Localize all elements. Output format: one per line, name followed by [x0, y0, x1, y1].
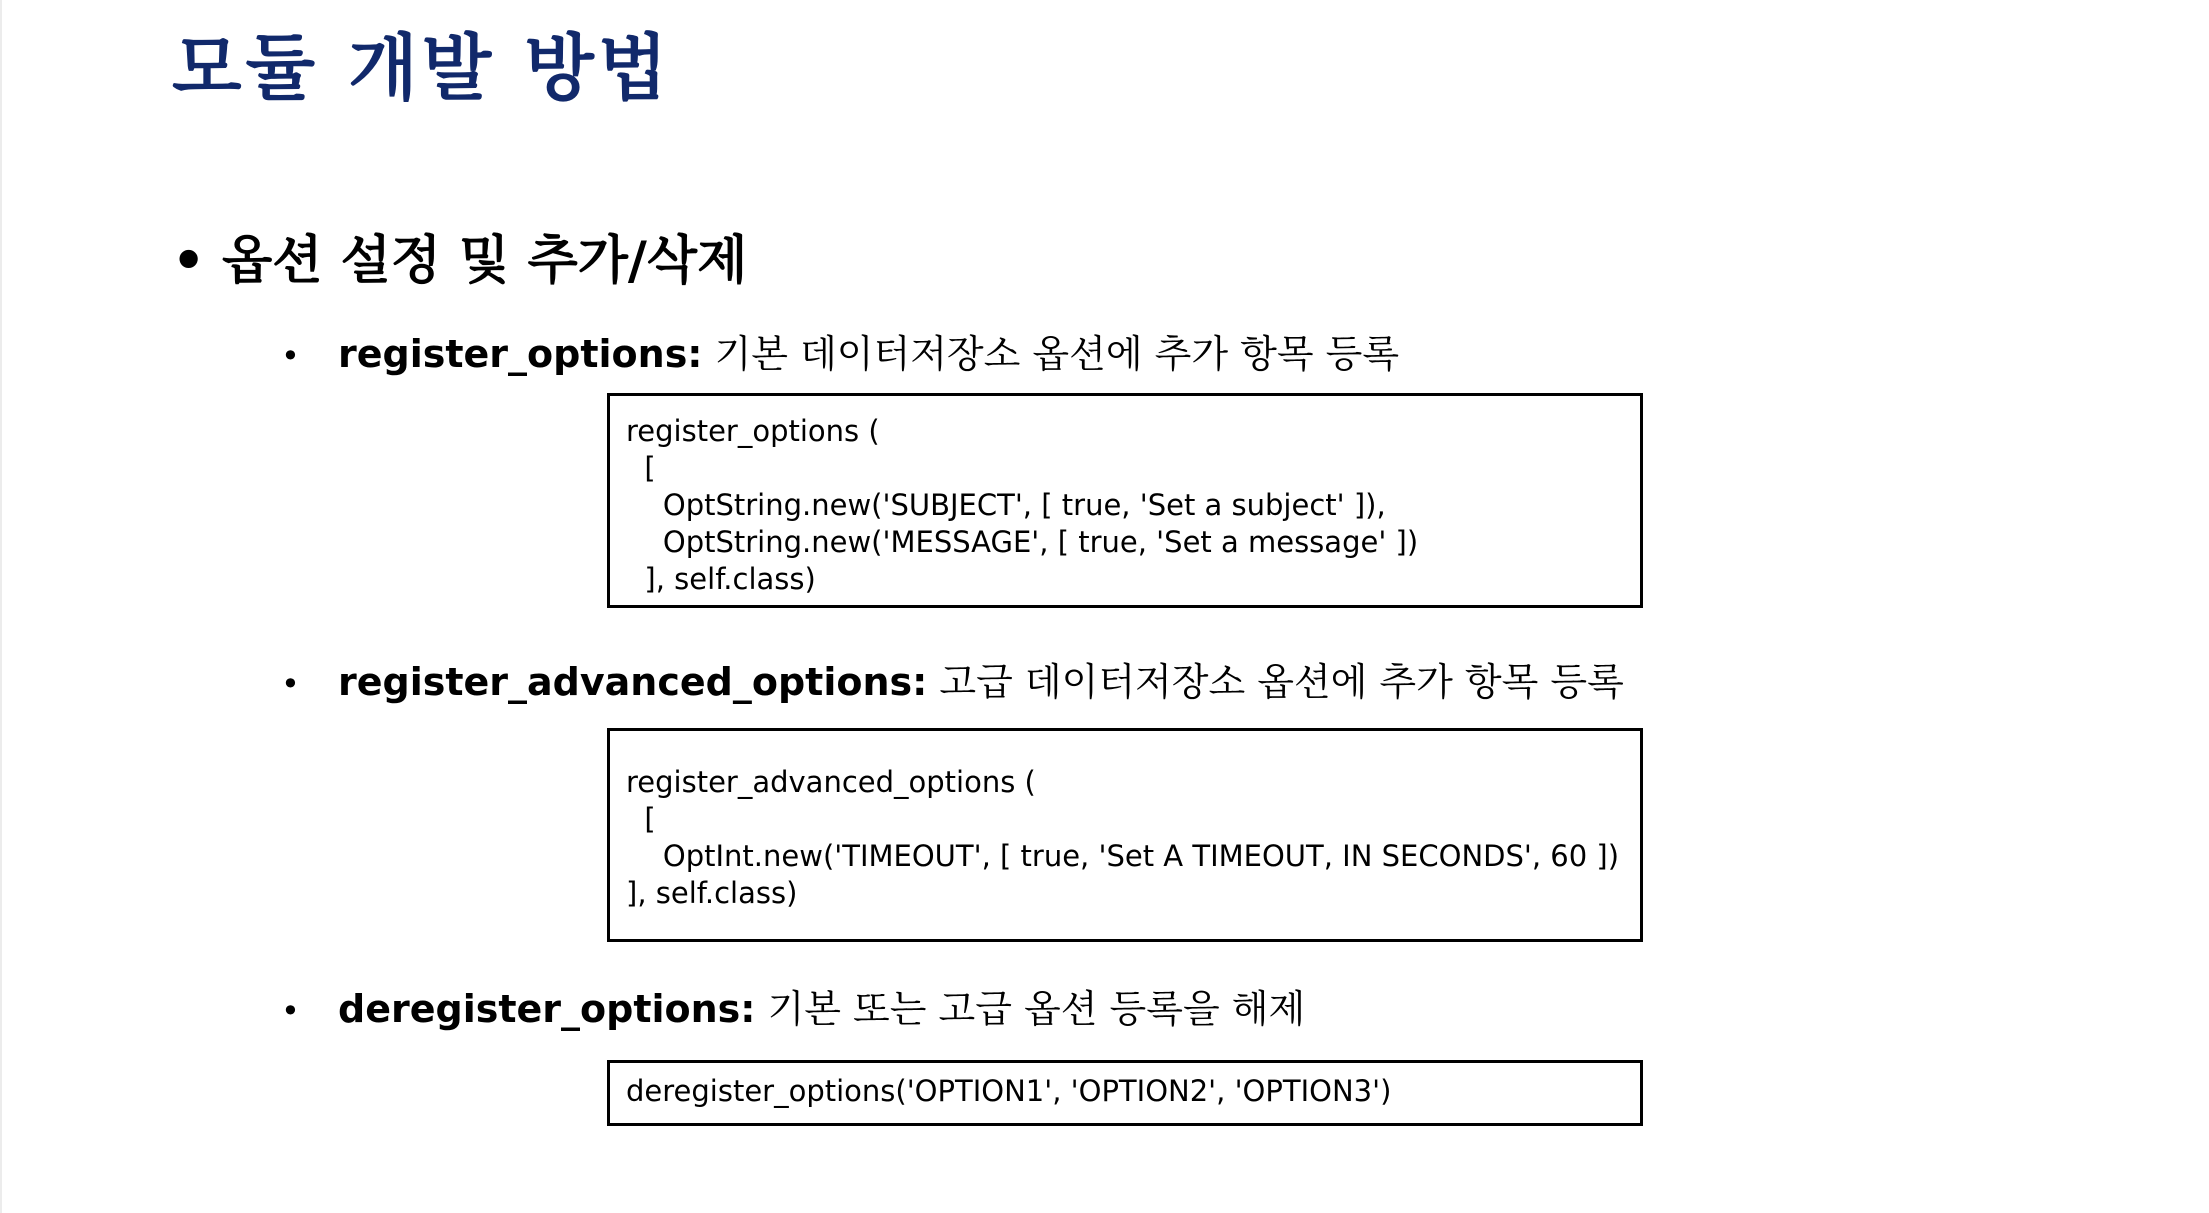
code-line: OptString.new('SUBJECT', [ true, 'Set a subject' ]),: [626, 488, 1386, 522]
bullet-icon: •: [281, 665, 300, 703]
bullet-icon: •: [172, 231, 206, 291]
page-title: 모듈 개발 방법: [172, 26, 672, 110]
code-line: OptInt.new('TIMEOUT', [ true, 'Set A TIMEOUT, IN SECONDS', 60 ]): [626, 839, 1620, 873]
code-line: register_options (: [626, 414, 880, 448]
method-description: 기본 또는 고급 옵션 등록을 해제: [755, 987, 1306, 1031]
bullet-icon: •: [281, 337, 300, 375]
code-line: [: [626, 802, 656, 836]
method-description: 고급 데이터저장소 옵션에 추가 항목 등록: [927, 660, 1624, 704]
section-heading-text: 옵션 설정 및 추가/삭제: [222, 231, 748, 291]
code-line: OptString.new('MESSAGE', [ true, 'Set a message' ]): [626, 525, 1419, 559]
code-block-register-options: [607, 393, 1643, 608]
code-block-deregister-options: [607, 1060, 1643, 1126]
code-line: ], self.class): [626, 876, 798, 910]
code-line: deregister_options('OPTION1', 'OPTION2', 'OPTION3'): [626, 1074, 1392, 1108]
method-name: register_advanced_options:: [338, 660, 928, 704]
code-line: [: [626, 451, 656, 485]
bullet-icon: •: [281, 992, 300, 1030]
method-description: 기본 데이터저장소 옵션에 추가 항목 등록: [702, 332, 1400, 376]
slide-edge: [0, 0, 2, 1213]
code-line: register_advanced_options (: [626, 765, 1036, 799]
method-name: deregister_options:: [338, 987, 756, 1031]
code-line: ], self.class): [626, 562, 816, 596]
list-item-register-advanced-options: [281, 656, 1624, 710]
section-heading: [172, 226, 747, 296]
method-name: register_options:: [338, 332, 703, 376]
list-item-register-options: [281, 328, 1399, 382]
code-block-register-advanced-options: [607, 728, 1643, 942]
list-item-deregister-options: [281, 983, 1305, 1037]
